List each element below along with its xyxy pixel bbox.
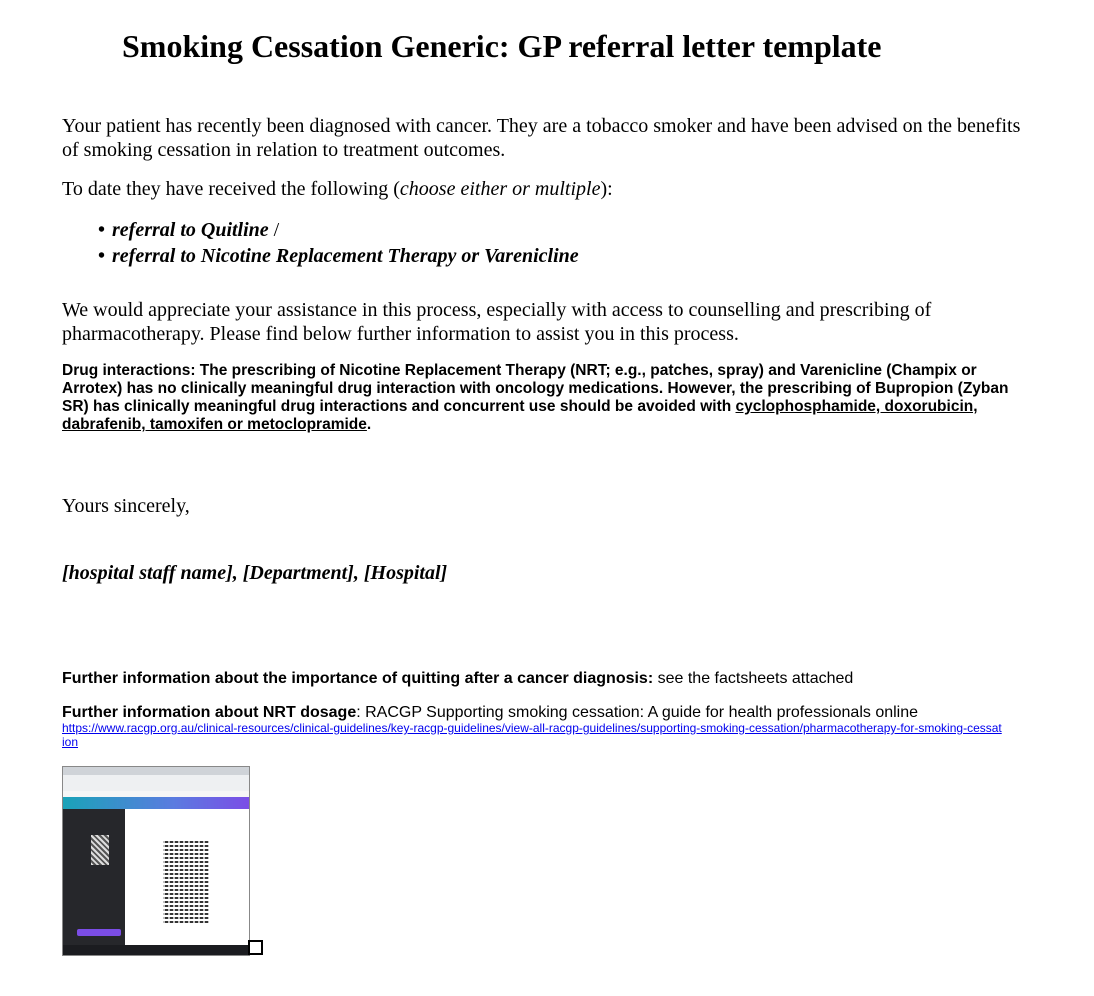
racgp-link[interactable]: https://www.racgp.org.au/clinical-resources/clinical-guidelines/key-racgp-guidelines/view-all-racgp-guidelines/supporting-smoking-cessation/pharmacotherapy-for-smoking-cessation	[62, 721, 1002, 749]
appreciate-paragraph: We would appreciate your assistance in this process, especially with access to counselling and prescribing of pharmacotherapy. Please find below further information to assist you in this process.	[62, 299, 932, 345]
to-date-suffix: ):	[600, 178, 613, 200]
referral-nrt: referral to Nicotine Replacement Therapy or Varenicline	[112, 245, 579, 267]
browser-tabbar	[63, 767, 249, 775]
qr-code-overlay	[163, 839, 209, 923]
drug-interactions-text: Drug interactions: The prescribing of Nicotine Replacement Therapy (NRT; e.g., patches, spray) and Varenicline (Champix or Arrotex) has no clinically meaningful drug interaction with oncology medications. However, the prescribing of Bupropion (Zyban SR) has clinically meaningful drug interactions and concurrent use should be avoided with	[62, 362, 1009, 415]
app-toolbar	[63, 797, 249, 809]
bullet-icon: •	[98, 245, 106, 267]
referral-quitline: referral to Quitline	[112, 219, 269, 241]
referral-list	[98, 217, 579, 269]
drug-list: cyclophosphamide, doxorubicin, dabrafenib, tamoxifen or metoclopramide	[62, 398, 978, 433]
page-title: Smoking Cessation Generic: GP referral letter template	[122, 28, 882, 64]
further-nrt-text: : RACGP Supporting smoking cessation: A guide for health professionals online	[356, 704, 919, 721]
referral-separator: /	[268, 219, 280, 241]
browser-address-bar	[63, 775, 249, 791]
checkbox[interactable]	[248, 940, 263, 955]
app-sidebar	[63, 809, 125, 949]
further-quitting-text: see the factsheets attached	[653, 670, 854, 687]
drug-interactions-end: .	[366, 416, 372, 433]
further-quitting-label: Further information about the importance of quitting after a cancer diagnosis:	[62, 670, 654, 687]
to-date-italic: choose either or multiple	[399, 178, 601, 200]
to-date-prefix: To date they have received the following (	[62, 178, 400, 200]
to-date-paragraph	[62, 177, 1022, 201]
list-item	[98, 243, 579, 269]
qr-code-icon	[91, 835, 109, 865]
download-button-graphic	[77, 929, 121, 936]
qr-code-screenshot-image	[62, 766, 250, 956]
list-item	[98, 217, 579, 243]
further-info-quitting	[62, 669, 853, 688]
bullet-icon: •	[98, 219, 106, 241]
closing: Yours sincerely,	[62, 495, 190, 517]
intro-paragraph: Your patient has recently been diagnosed with cancer. They are a tobacco smoker and have been advised on the benefits of smoking cessation in relation to treatment outcomes.	[62, 115, 1021, 161]
os-taskbar	[63, 945, 249, 955]
further-nrt-label: Further information about NRT dosage	[62, 704, 357, 721]
signature-placeholder: [hospital staff name], [Department], [Hospital]	[62, 562, 448, 584]
further-info-nrt	[62, 703, 918, 722]
drug-interactions-paragraph	[62, 362, 1022, 434]
